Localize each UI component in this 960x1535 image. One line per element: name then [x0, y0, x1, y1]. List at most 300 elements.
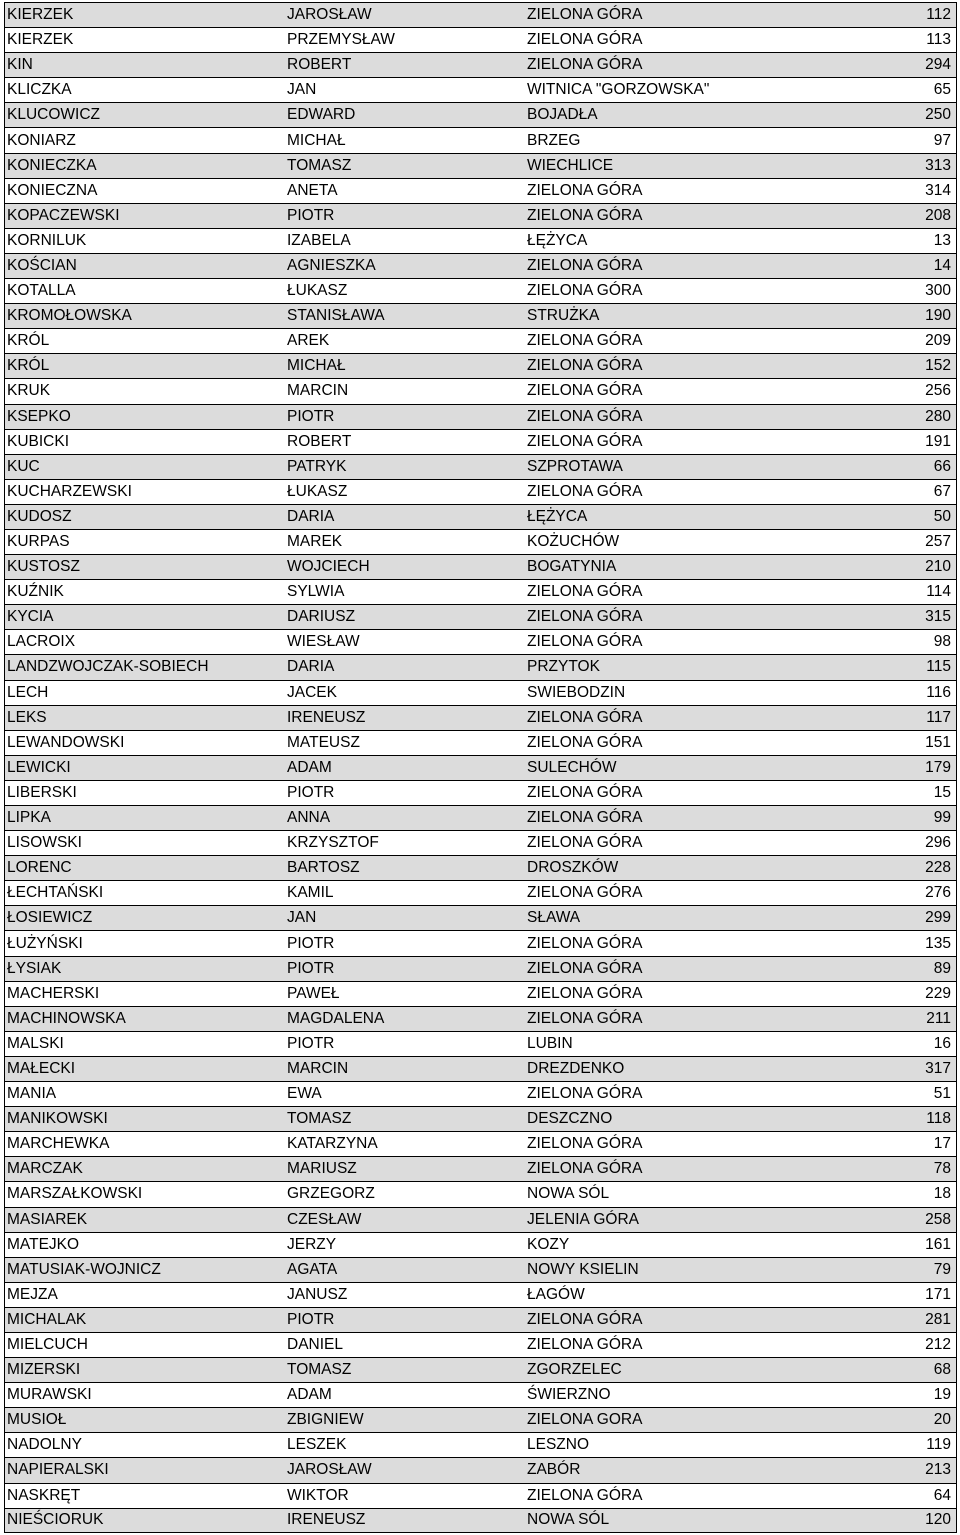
city-cell: ZIELONA GÓRA — [527, 332, 643, 350]
number-cell: 228 — [925, 859, 951, 877]
city-cell: SŁAWA — [527, 909, 581, 927]
surname-cell: ŁECHTAŃSKI — [7, 884, 104, 902]
surname-cell: KUCHARZEWSKI — [7, 482, 132, 500]
first-name-cell: JERZY — [287, 1235, 337, 1253]
first-name-cell: JAN — [287, 81, 317, 99]
table-row — [4, 77, 957, 102]
city-cell: ŚWIERZNO — [527, 1386, 611, 1404]
first-name-cell: DARIA — [287, 658, 335, 676]
first-name-cell: PIOTR — [287, 783, 335, 801]
first-name-cell: JANUSZ — [287, 1285, 348, 1303]
number-cell: 116 — [926, 683, 951, 701]
number-cell: 16 — [933, 1034, 951, 1052]
number-cell: 99 — [933, 809, 951, 827]
table-row — [4, 604, 957, 629]
first-name-cell: STANISŁAWA — [287, 307, 385, 325]
table-row — [4, 203, 957, 228]
number-cell: 300 — [925, 282, 951, 300]
city-cell: PRZYTOK — [527, 658, 600, 676]
city-cell: ZIELONA GÓRA — [527, 357, 643, 375]
table-row — [4, 956, 957, 981]
table-row — [4, 780, 957, 805]
table-row — [4, 1131, 957, 1156]
city-cell: WIECHLICE — [527, 156, 614, 174]
first-name-cell: PIOTR — [287, 959, 335, 977]
first-name-cell: SYLWIA — [287, 583, 345, 601]
surname-cell: KUŹNIK — [7, 583, 64, 601]
number-cell: 119 — [926, 1436, 951, 1454]
surname-cell: MACHERSKI — [7, 984, 100, 1002]
first-name-cell: IRENEUSZ — [287, 708, 366, 726]
table-row — [4, 404, 957, 429]
table-row — [4, 454, 957, 479]
table-row — [4, 905, 957, 930]
city-cell: SULECHÓW — [527, 758, 617, 776]
number-cell: 117 — [926, 708, 951, 726]
surname-cell: KUC — [7, 457, 40, 475]
surname-cell: ŁYSIAK — [7, 959, 62, 977]
first-name-cell: IRENEUSZ — [287, 1511, 366, 1529]
surname-cell: KOŚCIAN — [7, 256, 77, 274]
surname-cell: MICHALAK — [7, 1310, 87, 1328]
table-row — [4, 629, 957, 654]
surname-cell: KYCIA — [7, 608, 54, 626]
table-row — [4, 353, 957, 378]
surname-cell: LACROIX — [7, 633, 76, 651]
city-cell: ZIELONA GÓRA — [527, 6, 643, 24]
table-row — [4, 1181, 957, 1206]
table-row — [4, 1006, 957, 1031]
surname-cell: KRÓL — [7, 357, 50, 375]
first-name-cell: DARIA — [287, 507, 335, 525]
surname-cell: KONIARZ — [7, 131, 76, 149]
surname-cell: MIZERSKI — [7, 1361, 81, 1379]
city-cell: ZIELONA GÓRA — [527, 206, 643, 224]
first-name-cell: PIOTR — [287, 1310, 335, 1328]
surname-cell: MALSKI — [7, 1034, 64, 1052]
table-row — [4, 1357, 957, 1382]
city-cell: ZIELONA GÓRA — [527, 1336, 643, 1354]
city-cell: ZIELONA GÓRA — [527, 482, 643, 500]
surname-cell: MANIA — [7, 1085, 57, 1103]
first-name-cell: PRZEMYSŁAW — [287, 31, 395, 49]
surname-cell: NASKRĘT — [7, 1486, 81, 1504]
number-cell: 79 — [933, 1260, 951, 1278]
first-name-cell: IZABELA — [287, 231, 351, 249]
first-name-cell: PIOTR — [287, 407, 335, 425]
table-row — [4, 1232, 957, 1257]
city-cell: ZIELONA GÓRA — [527, 934, 643, 952]
surname-cell: MASIAREK — [7, 1210, 88, 1228]
table-row — [4, 1457, 957, 1482]
surname-cell: LEWICKI — [7, 758, 71, 776]
city-cell: STRUŻKA — [527, 307, 600, 325]
number-cell: 280 — [925, 407, 951, 425]
table-row — [4, 1257, 957, 1282]
table-row — [4, 805, 957, 830]
surname-cell: KONIECZKA — [7, 156, 97, 174]
number-cell: 89 — [933, 959, 951, 977]
number-cell: 210 — [925, 558, 951, 576]
table-row — [4, 303, 957, 328]
first-name-cell: MATEUSZ — [287, 733, 360, 751]
number-cell: 190 — [925, 307, 951, 325]
city-cell: KOŻUCHÓW — [527, 533, 620, 551]
number-cell: 257 — [925, 533, 951, 551]
first-name-cell: WOJCIECH — [287, 558, 370, 576]
city-cell: LESZNO — [527, 1436, 590, 1454]
table-row — [4, 529, 957, 554]
number-cell: 114 — [926, 583, 951, 601]
first-name-cell: MARCIN — [287, 382, 349, 400]
number-cell: 294 — [925, 56, 951, 74]
city-cell: KOZY — [527, 1235, 570, 1253]
number-cell: 113 — [926, 31, 951, 49]
city-cell: ZIELONA GÓRA — [527, 733, 643, 751]
number-cell: 313 — [925, 156, 951, 174]
table-row — [4, 1282, 957, 1307]
surname-cell: MAŁECKI — [7, 1059, 76, 1077]
first-name-cell: MARIUSZ — [287, 1160, 357, 1178]
number-cell: 151 — [925, 733, 951, 751]
table-row — [4, 1483, 957, 1508]
surname-cell: LIBERSKI — [7, 783, 77, 801]
city-cell: NOWA SÓL — [527, 1185, 610, 1203]
city-cell: DROSZKÓW — [527, 859, 619, 877]
surname-cell: MATEJKO — [7, 1235, 80, 1253]
table-row — [4, 1307, 957, 1332]
number-cell: 65 — [933, 81, 951, 99]
number-cell: 64 — [933, 1486, 951, 1504]
participants-table — [4, 2, 957, 1533]
number-cell: 67 — [933, 482, 951, 500]
first-name-cell: PIOTR — [287, 934, 335, 952]
surname-cell: NADOLNY — [7, 1436, 82, 1454]
table-row — [4, 328, 957, 353]
city-cell: ZIELONA GÓRA — [527, 56, 643, 74]
city-cell: ZIELONA GÓRA — [527, 1310, 643, 1328]
first-name-cell: JAROSŁAW — [287, 1461, 372, 1479]
number-cell: 209 — [925, 332, 951, 350]
first-name-cell: AGATA — [287, 1260, 338, 1278]
number-cell: 120 — [925, 1511, 951, 1529]
first-name-cell: TOMASZ — [287, 1110, 352, 1128]
surname-cell: MARCZAK — [7, 1160, 83, 1178]
table-row — [4, 730, 957, 755]
first-name-cell: JACEK — [287, 683, 337, 701]
city-cell: ZIELONA GÓRA — [527, 884, 643, 902]
city-cell: ZIELONA GÓRA — [527, 1486, 643, 1504]
city-cell: ZIELONA GÓRA — [527, 708, 643, 726]
first-name-cell: ADAM — [287, 1386, 332, 1404]
table-row — [4, 1382, 957, 1407]
city-cell: ZIELONA GÓRA — [527, 809, 643, 827]
first-name-cell: EDWARD — [287, 106, 356, 124]
table-row — [4, 1207, 957, 1232]
city-cell: ZIELONA GÓRA — [527, 256, 643, 274]
table-row — [4, 479, 957, 504]
surname-cell: KIERZEK — [7, 31, 74, 49]
surname-cell: KOTALLA — [7, 282, 76, 300]
surname-cell: MARSZAŁKOWSKI — [7, 1185, 143, 1203]
table-row — [4, 1407, 957, 1432]
table-row — [4, 1332, 957, 1357]
table-row — [4, 429, 957, 454]
number-cell: 281 — [925, 1310, 951, 1328]
first-name-cell: PATRYK — [287, 457, 347, 475]
table-row — [4, 981, 957, 1006]
city-cell: ZIELONA GÓRA — [527, 834, 643, 852]
table-row — [4, 554, 957, 579]
table-row — [4, 930, 957, 955]
first-name-cell: MAGDALENA — [287, 1009, 385, 1027]
surname-cell: NAPIERALSKI — [7, 1461, 109, 1479]
first-name-cell: ROBERT — [287, 56, 352, 74]
number-cell: 17 — [933, 1135, 951, 1153]
number-cell: 68 — [933, 1361, 951, 1379]
table-row — [4, 1508, 957, 1533]
city-cell: JELENIA GÓRA — [527, 1210, 639, 1228]
surname-cell: LECH — [7, 683, 49, 701]
city-cell: ZIELONA GÓRA — [527, 984, 643, 1002]
first-name-cell: KRZYSZTOF — [287, 834, 379, 852]
table-row — [4, 680, 957, 705]
surname-cell: MEJZA — [7, 1285, 58, 1303]
number-cell: 118 — [926, 1110, 951, 1128]
table-row — [4, 127, 957, 152]
number-cell: 276 — [925, 884, 951, 902]
surname-cell: MURAWSKI — [7, 1386, 92, 1404]
city-cell: LUBIN — [527, 1034, 573, 1052]
city-cell: SZPROTAWA — [527, 457, 623, 475]
first-name-cell: DARIUSZ — [287, 608, 356, 626]
surname-cell: MARCHEWKA — [7, 1135, 110, 1153]
city-cell: WITNICA "GORZOWSKA" — [527, 81, 710, 99]
table-row — [4, 755, 957, 780]
number-cell: 317 — [925, 1059, 951, 1077]
first-name-cell: KATARZYNA — [287, 1135, 378, 1153]
city-cell: BOJADŁA — [527, 106, 598, 124]
number-cell: 191 — [925, 432, 951, 450]
number-cell: 299 — [925, 909, 951, 927]
surname-cell: LIPKA — [7, 809, 51, 827]
number-cell: 258 — [925, 1210, 951, 1228]
number-cell: 135 — [925, 934, 951, 952]
first-name-cell: ANNA — [287, 809, 331, 827]
table-row — [4, 253, 957, 278]
city-cell: NOWY KSIELIN — [527, 1260, 639, 1278]
surname-cell: KOPACZEWSKI — [7, 206, 120, 224]
surname-cell: MUSIOŁ — [7, 1411, 67, 1429]
table-row — [4, 228, 957, 253]
city-cell: NOWA SÓL — [527, 1511, 610, 1529]
table-row — [4, 1432, 957, 1457]
first-name-cell: AREK — [287, 332, 330, 350]
city-cell: ZIELONA GÓRA — [527, 1085, 643, 1103]
city-cell: ZGORZELEC — [527, 1361, 622, 1379]
city-cell: ZIELONA GÓRA — [527, 432, 643, 450]
surname-cell: KUDOSZ — [7, 507, 72, 525]
city-cell: ZIELONA GÓRA — [527, 608, 643, 626]
surname-cell: MIELCUCH — [7, 1336, 88, 1354]
surname-cell: KLUCOWICZ — [7, 106, 100, 124]
number-cell: 296 — [925, 834, 951, 852]
number-cell: 208 — [925, 206, 951, 224]
table-row — [4, 27, 957, 52]
number-cell: 50 — [933, 507, 951, 525]
surname-cell: MATUSIAK-WOJNICZ — [7, 1260, 161, 1278]
city-cell: ŁĘŻYCA — [527, 231, 588, 249]
surname-cell: LANDZWOJCZAK-SOBIECH — [7, 658, 209, 676]
first-name-cell: ANETA — [287, 181, 338, 199]
table-row — [4, 1156, 957, 1181]
table-row — [4, 153, 957, 178]
number-cell: 229 — [925, 984, 951, 1002]
table-row — [4, 178, 957, 203]
number-cell: 98 — [933, 633, 951, 651]
number-cell: 250 — [925, 106, 951, 124]
city-cell: ZIELONA GÓRA — [527, 1160, 643, 1178]
city-cell: DESZCZNO — [527, 1110, 613, 1128]
surname-cell: KONIECZNA — [7, 181, 98, 199]
table-row — [4, 654, 957, 679]
number-cell: 78 — [933, 1160, 951, 1178]
table-row — [4, 880, 957, 905]
surname-cell: KIERZEK — [7, 6, 74, 24]
first-name-cell: MAREK — [287, 533, 343, 551]
number-cell: 112 — [926, 6, 951, 24]
first-name-cell: EWA — [287, 1085, 322, 1103]
surname-cell: KUSTOSZ — [7, 558, 80, 576]
first-name-cell: TOMASZ — [287, 1361, 352, 1379]
number-cell: 256 — [925, 382, 951, 400]
table-row — [4, 579, 957, 604]
surname-cell: ŁUŻYŃSKI — [7, 934, 83, 952]
first-name-cell: ŁUKASZ — [287, 282, 348, 300]
number-cell: 51 — [933, 1085, 951, 1103]
city-cell: ZIELONA GÓRA — [527, 31, 643, 49]
number-cell: 161 — [925, 1235, 951, 1253]
table-row — [4, 1106, 957, 1131]
surname-cell: LISOWSKI — [7, 834, 82, 852]
first-name-cell: ZBIGNIEW — [287, 1411, 364, 1429]
number-cell: 315 — [925, 608, 951, 626]
surname-cell: KROMOŁOWSKA — [7, 307, 132, 325]
city-cell: ZIELONA GÓRA — [527, 1135, 643, 1153]
number-cell: 66 — [933, 457, 951, 475]
number-cell: 20 — [933, 1411, 951, 1429]
city-cell: ZIELONA GÓRA — [527, 1009, 643, 1027]
city-cell: SWIEBODZIN — [527, 683, 626, 701]
number-cell: 15 — [933, 783, 951, 801]
table-row — [4, 504, 957, 529]
first-name-cell: MICHAŁ — [287, 357, 346, 375]
first-name-cell: BARTOSZ — [287, 859, 360, 877]
city-cell: ZIELONA GÓRA — [527, 959, 643, 977]
number-cell: 115 — [926, 658, 951, 676]
number-cell: 18 — [933, 1185, 951, 1203]
table-row — [4, 1031, 957, 1056]
first-name-cell: ADAM — [287, 758, 332, 776]
surname-cell: NIEŚCIORUK — [7, 1511, 104, 1529]
number-cell: 314 — [925, 181, 951, 199]
surname-cell: KORNILUK — [7, 231, 87, 249]
surname-cell: ŁOSIEWICZ — [7, 909, 93, 927]
city-cell: ŁĘŻYCA — [527, 507, 588, 525]
number-cell: 97 — [933, 131, 951, 149]
city-cell: ZIELONA GÓRA — [527, 783, 643, 801]
city-cell: ZIELONA GÓRA — [527, 382, 643, 400]
surname-cell: KURPAS — [7, 533, 70, 551]
table-row — [4, 855, 957, 880]
first-name-cell: WIESŁAW — [287, 633, 360, 651]
number-cell: 13 — [933, 231, 951, 249]
surname-cell: MANIKOWSKI — [7, 1110, 108, 1128]
city-cell: BOGATYNIA — [527, 558, 617, 576]
city-cell: ZIELONA GÓRA — [527, 181, 643, 199]
number-cell: 14 — [933, 256, 951, 274]
city-cell: ŁAGÓW — [527, 1285, 585, 1303]
first-name-cell: LESZEK — [287, 1436, 347, 1454]
number-cell: 152 — [925, 357, 951, 375]
city-cell: BRZEG — [527, 131, 581, 149]
first-name-cell: ŁUKASZ — [287, 482, 348, 500]
surname-cell: KRUK — [7, 382, 51, 400]
number-cell: 179 — [925, 758, 951, 776]
table-row — [4, 378, 957, 403]
first-name-cell: PIOTR — [287, 206, 335, 224]
first-name-cell: MARCIN — [287, 1059, 349, 1077]
surname-cell: KUBICKI — [7, 432, 70, 450]
number-cell: 213 — [925, 1461, 951, 1479]
surname-cell: MACHINOWSKA — [7, 1009, 126, 1027]
surname-cell: LORENC — [7, 859, 72, 877]
number-cell: 19 — [933, 1386, 951, 1404]
first-name-cell: DANIEL — [287, 1336, 343, 1354]
first-name-cell: JAROSŁAW — [287, 6, 372, 24]
first-name-cell: PIOTR — [287, 1034, 335, 1052]
first-name-cell: GRZEGORZ — [287, 1185, 375, 1203]
surname-cell: KSEPKO — [7, 407, 71, 425]
table-row — [4, 278, 957, 303]
surname-cell: KLICZKA — [7, 81, 72, 99]
city-cell: ZIELONA GÓRA — [527, 282, 643, 300]
number-cell: 211 — [926, 1009, 951, 1027]
surname-cell: LEKS — [7, 708, 47, 726]
first-name-cell: ROBERT — [287, 432, 352, 450]
table-row — [4, 830, 957, 855]
first-name-cell: CZESŁAW — [287, 1210, 362, 1228]
table-row — [4, 1081, 957, 1106]
number-cell: 212 — [925, 1336, 951, 1354]
first-name-cell: AGNIESZKA — [287, 256, 376, 274]
table-row — [4, 705, 957, 730]
first-name-cell: MICHAŁ — [287, 131, 346, 149]
first-name-cell: JAN — [287, 909, 317, 927]
table-row — [4, 52, 957, 77]
surname-cell: LEWANDOWSKI — [7, 733, 125, 751]
city-cell: ZIELONA GÓRA — [527, 633, 643, 651]
table-row — [4, 1056, 957, 1081]
first-name-cell: KAMIL — [287, 884, 334, 902]
first-name-cell: WIKTOR — [287, 1486, 349, 1504]
city-cell: ZIELONA GÓRA — [527, 583, 643, 601]
number-cell: 171 — [925, 1285, 951, 1303]
city-cell: ZIELONA GORA — [527, 1411, 643, 1429]
first-name-cell: PAWEŁ — [287, 984, 340, 1002]
city-cell: ZABÓR — [527, 1461, 581, 1479]
city-cell: ZIELONA GÓRA — [527, 407, 643, 425]
